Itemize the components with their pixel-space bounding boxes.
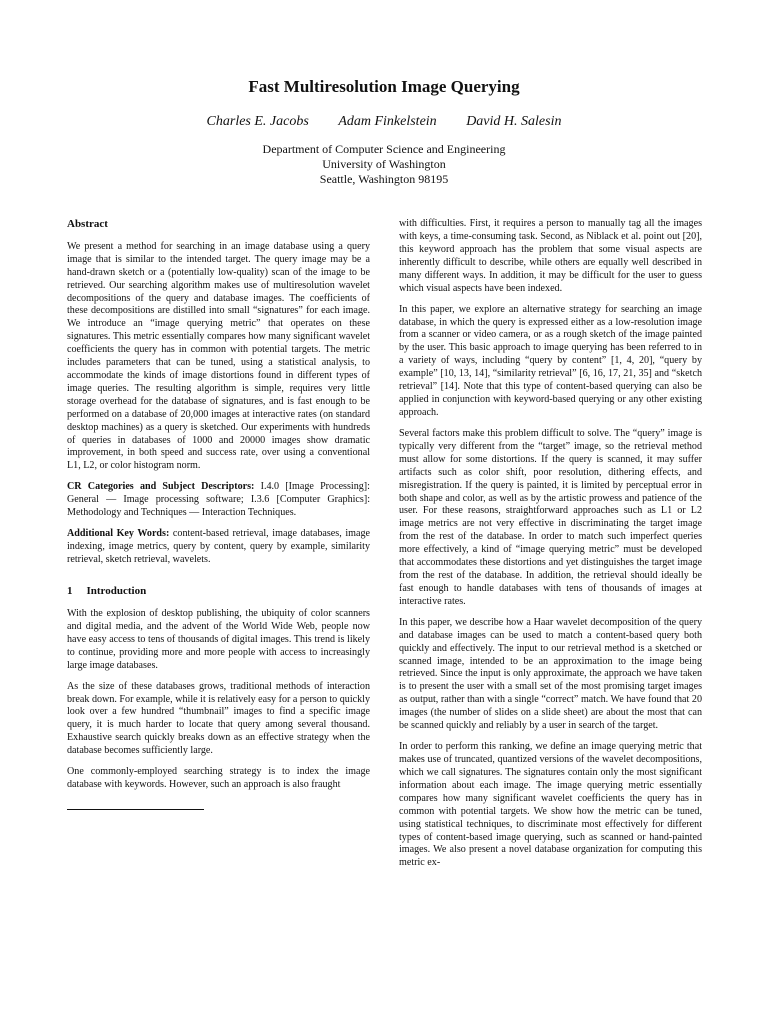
affiliation-line: Seattle, Washington 98195 <box>319 172 449 186</box>
abstract-heading: Abstract <box>67 218 108 230</box>
left-column <box>67 218 370 800</box>
body-paragraph: Several factors make this problem difficult to solve. The “query” image is typically very different from the “target” image, so the retrieval method must allow for some distortions. If the query is scanned, it may suffer artifacts such as color shift, poor resolution, dithering effects, and misregistration. If the query is painted, it is limited by perceptual error in both shape and color, as well as by the artistic prowess and patience of the user. For these reasons, straightforward approaches such as L1 or L2 image metrics are not very effective in discriminating the target image from the rest of the database. In order to match such imperfect queries more effectively, a kind of “image querying metric” must be developed that accommodates these distortions and yet distinguishes the target image from the rest of the database. In addition, the retrieval should ideally be fast enough to handle databases with tens of thousands of images at interactive rates. <box>399 427 702 607</box>
author-name: David H. Salesin <box>466 114 562 129</box>
paper-title: Fast Multiresolution Image Querying <box>248 77 520 96</box>
body-paragraph: with difficulties. First, it requires a person to manually tag all the images with keys, a time-consuming task. Second, as Niblack et al. point out [20], this keyword approach has the problem that some visual aspects are inherently difficult to describe, while others are equally well described in many different ways. In addition, it may be difficult for the user to guess which visual aspects have been indexed. <box>399 218 702 294</box>
cr-categories <box>67 481 370 520</box>
cr-label: CR Categories and Subject Descriptors: <box>67 481 255 493</box>
cr-text: I.4.0 [Image Processing]: General — Image processing software; I.3.6 [Computer Graphics]: Methodology and Techniques — Interaction Techniques. <box>67 481 370 519</box>
key-words <box>67 528 370 567</box>
body-paragraph: In order to perform this ranking, we define an image querying metric that makes use of truncated, quantized versions of the wavelet decompositions, which we call signatures. The signatures contain only the most significant information about each image. The image querying metric essentially compares how many significant wavelet coefficients the query has in common with potential targets. We show how the metric can be tuned, using statistical techniques, to discriminate most effectively for different types of content-based image querying, such as scanned or hand-painted images. We also present a novel database organization for computing this metric ex- <box>399 741 702 869</box>
intro-paragraph: With the explosion of desktop publishing, the ubiquity of color scanners and digital media, and the advent of the World Wide Web, people now have easy access to tens of thousands of digital images. This trend is likely to continue, providing more and more people with access to increasingly large image databases. <box>67 607 370 671</box>
keywords-label: Additional Key Words: <box>67 528 170 540</box>
footnote-rule <box>67 809 204 810</box>
affiliation-line: University of Washington <box>322 157 446 171</box>
body-paragraph: In this paper, we explore an alternative strategy for searching an image database, in which the query is expressed either as a low-resolution image from a scanner or video camera, or as a rough sketch of the image painted by the user. This basic approach to image querying has been referred to in a variety of ways, including “query by content” [1, 4, 20], “query by example” [10, 13, 14], “similarity retrieval” [6, 16, 17, 21, 35] and “sketch retrieval” [14]. Note that this type of content-based querying can also be applied in conjunction with keyword-based querying or any other existing approach. <box>399 303 702 418</box>
intro-paragraph: As the size of these databases grows, traditional methods of interaction break down. For example, while it is relatively easy for a person to quickly look over a few hundred “thumbnail” images to find a specific image query, it is much harder to locate that query among several thousand. Exhaustive search quickly breaks down as an effective strategy when the database becomes sufficiently large. <box>67 680 371 757</box>
author-name: Charles E. Jacobs <box>206 114 309 129</box>
author-name: Adam Finkelstein <box>338 114 437 129</box>
section-title: Introduction <box>86 585 147 598</box>
abstract-text: We present a method for searching in an image database using a query image that is similar to the intended target. The query image may be a hand-drawn sketch or a (potentially low-quality) scan of the image to be retrieved. Our searching algorithm makes use of multiresolution wavelet decompositions of the query and database images. The coefficients of these decompositions are distilled into small “signatures” for each image. We introduce an “image querying metric” that operates on these signatures. This metric essentially compares how many significant wavelet coefficients the query has in common with potential targets. The metric includes parameters that can be tuned, using a statistical analysis, to accommodate the kinds of image distortions found in different types of image queries. The resulting algorithm is simple, requires very little storage overhead for the database of signatures, and is fast enough to be performed on a database of 20,000 images at interactive rates (on standard desktop machines) as a query is sketched. Our experiments with hundreds of queries in databases of 1000 and 20000 images show dramatic improvement, in both speed and success rate, over using a conventional L1, L2, or color histogram norm. <box>67 240 370 472</box>
affiliation-line: Department of Computer Science and Engineering <box>262 142 506 156</box>
right-column <box>399 218 702 878</box>
keywords-text: content-based retrieval, image databases, image indexing, image metrics, query by content, query by example, similarity retrieval, sketch retrieval, wavelets. <box>67 528 370 566</box>
body-paragraph: In this paper, we describe how a Haar wavelet decomposition of the query and database images can be used to match a content-based query both quickly and effectively. The input to our retrieval method is a sketched or scanned image, intended to be an approximation to the image being retrieved. Since the input is only approximate, the approach we have taken is to present the user with a small set of the most promising target images as output, rather than with a single “correct” match. We have found that 20 images (the number of slides on a slide sheet) are about the most that can be scanned quickly and reliably by a user in search of the target. <box>399 616 702 732</box>
section-heading <box>67 585 370 598</box>
section-number: 1 <box>67 585 73 598</box>
intro-paragraph: One commonly-employed searching strategy is to index the image database with keywords. However, such an approach is also fraught <box>67 766 370 791</box>
affiliation <box>0 142 768 187</box>
author-list <box>0 114 768 130</box>
